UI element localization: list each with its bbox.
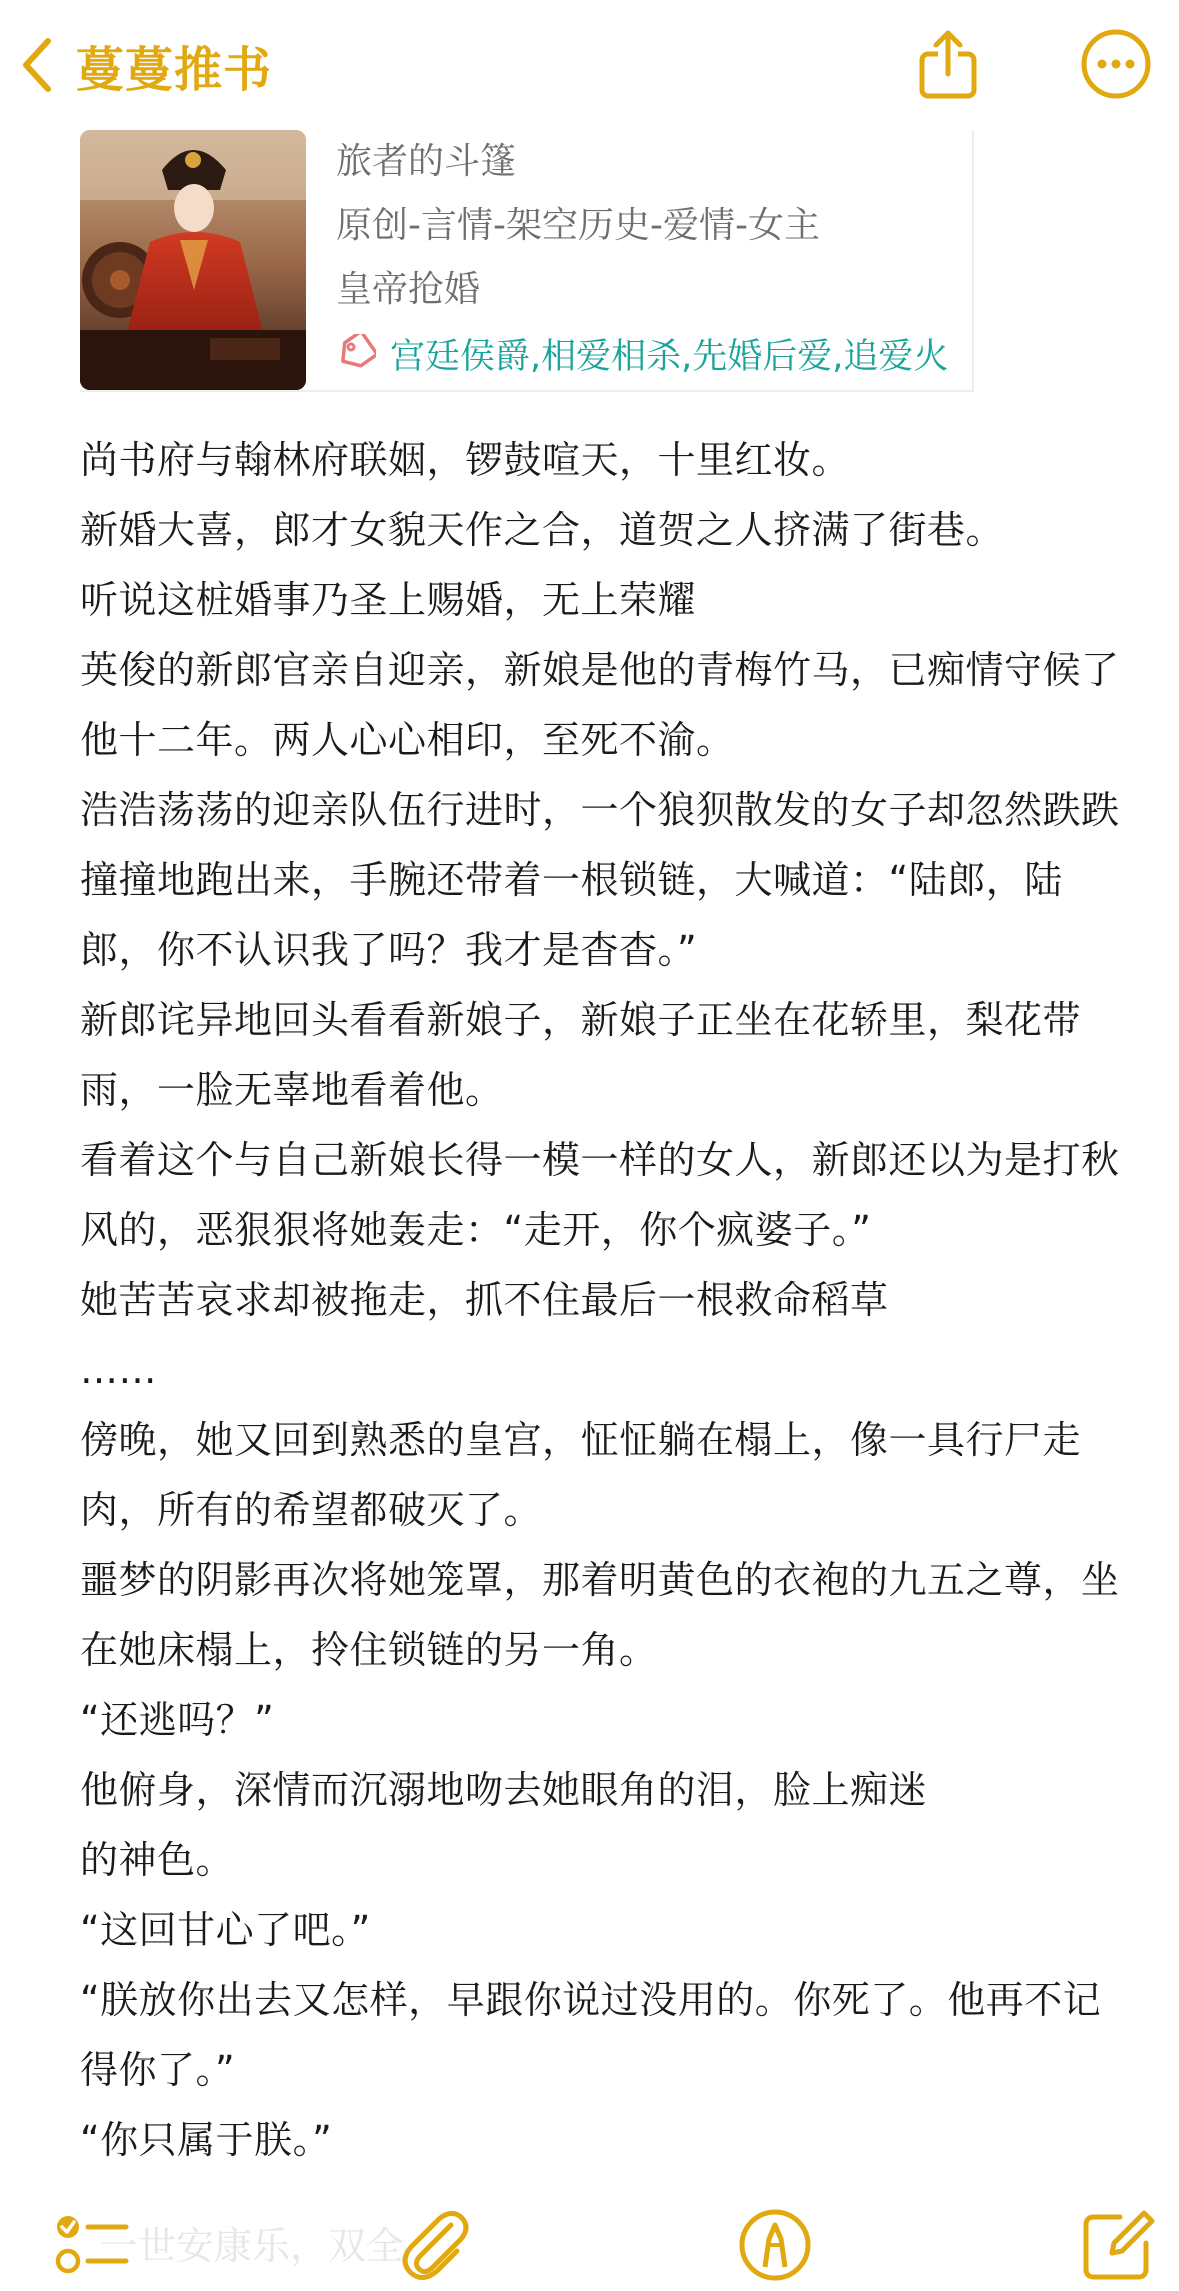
markup-button[interactable] [735, 2205, 815, 2285]
compose-icon [1078, 2205, 1158, 2285]
back-button-label: 蔓蔓推书 [76, 41, 273, 98]
paragraph: “这回甘心了吧。” [80, 1908, 371, 1952]
paragraph: 浩浩荡荡的迎亲队伍行进时，一个狼狈散发的女子却忽然跌跌撞撞地跑出来，手腕还带着一根锁链，大喊道：“陆郎，陆郎，你不认识我了吗？我才是杳杳。” [80, 788, 1120, 972]
paragraph: 英俊的新郎官亲自迎亲，新娘是他的青梅竹马，已痴情守候了他十二年。两人心心相印，至死不渝。 [80, 648, 1120, 762]
more-icon [1080, 28, 1152, 100]
book-tags: 宫廷侯爵,相爱相杀,先婚后爱,追爱火 [390, 337, 949, 377]
book-cover-image [80, 130, 306, 390]
paragraph: …… [80, 1348, 157, 1392]
attach-button[interactable] [395, 2205, 475, 2285]
book-title: 旅者的斗篷 [336, 141, 517, 182]
chevron-left-icon [22, 37, 52, 93]
tag-icon [336, 334, 376, 374]
paragraph: “你只属于朕。” [80, 2118, 333, 2162]
paragraph: “朕放你出去又怎样，早跟你说过没用的。你死了。他再不记得你了。” [80, 1978, 1102, 2092]
book-tags-row [336, 322, 972, 386]
paragraph: 噩梦的阴影再次将她笼罩，那着明黄色的衣袍的九五之尊，坐在她床榻上，拎住锁链的另一角。 [80, 1558, 1120, 1672]
paragraph: “还逃吗？” [80, 1698, 275, 1742]
paragraph: 新郎诧异地回头看看新娘子，新娘子正坐在花轿里，梨花带雨，一脸无辜地看着他。 [80, 998, 1082, 1112]
navigation-bar [0, 0, 1179, 120]
note-body[interactable] [80, 425, 1120, 2175]
more-button[interactable] [1080, 28, 1152, 100]
book-info [336, 130, 972, 386]
paragraph: 新婚大喜，郎才女貌天作之合，道贺之人挤满了街巷。 [80, 508, 1005, 552]
book-card[interactable] [80, 130, 974, 392]
paragraph: 听说这桩婚事乃圣上赐婚，无上荣耀 [80, 578, 697, 622]
share-button[interactable] [912, 28, 984, 100]
paragraph: 她苦苦哀求却被拖走，抓不住最后一根救命稻草 [80, 1278, 889, 1322]
paragraph: 傍晚，她又回到熟悉的皇宫，怔怔躺在榻上，像一具行尸走肉，所有的希望都破灭了。 [80, 1418, 1082, 1532]
book-category: 原创-言情-架空历史-爱情-女主 [336, 205, 820, 246]
paragraph: 尚书府与翰林府联姻，锣鼓喧天，十里红妆。 [80, 438, 851, 482]
book-summary: 皇帝抢婚 [336, 269, 481, 310]
back-button[interactable] [22, 30, 272, 100]
scrolled-text-under-toolbar: 一世安康乐，双全 [100, 2224, 405, 2268]
checklist-button[interactable] [52, 2205, 132, 2285]
share-icon [912, 28, 984, 100]
paragraph: 他俯身，深情而沉溺地吻去她眼角的泪，脸上痴迷 的神色。 [80, 1768, 928, 1882]
compose-button[interactable] [1078, 2205, 1158, 2285]
paperclip-icon [395, 2205, 475, 2285]
markup-pen-icon [735, 2205, 815, 2285]
checklist-icon [52, 2205, 132, 2285]
paragraph: 看着这个与自己新娘长得一模一样的女人，新郎还以为是打秋风的，恶狠狠将她轰走：“走开，你个疯婆子。” [80, 1138, 1120, 1252]
